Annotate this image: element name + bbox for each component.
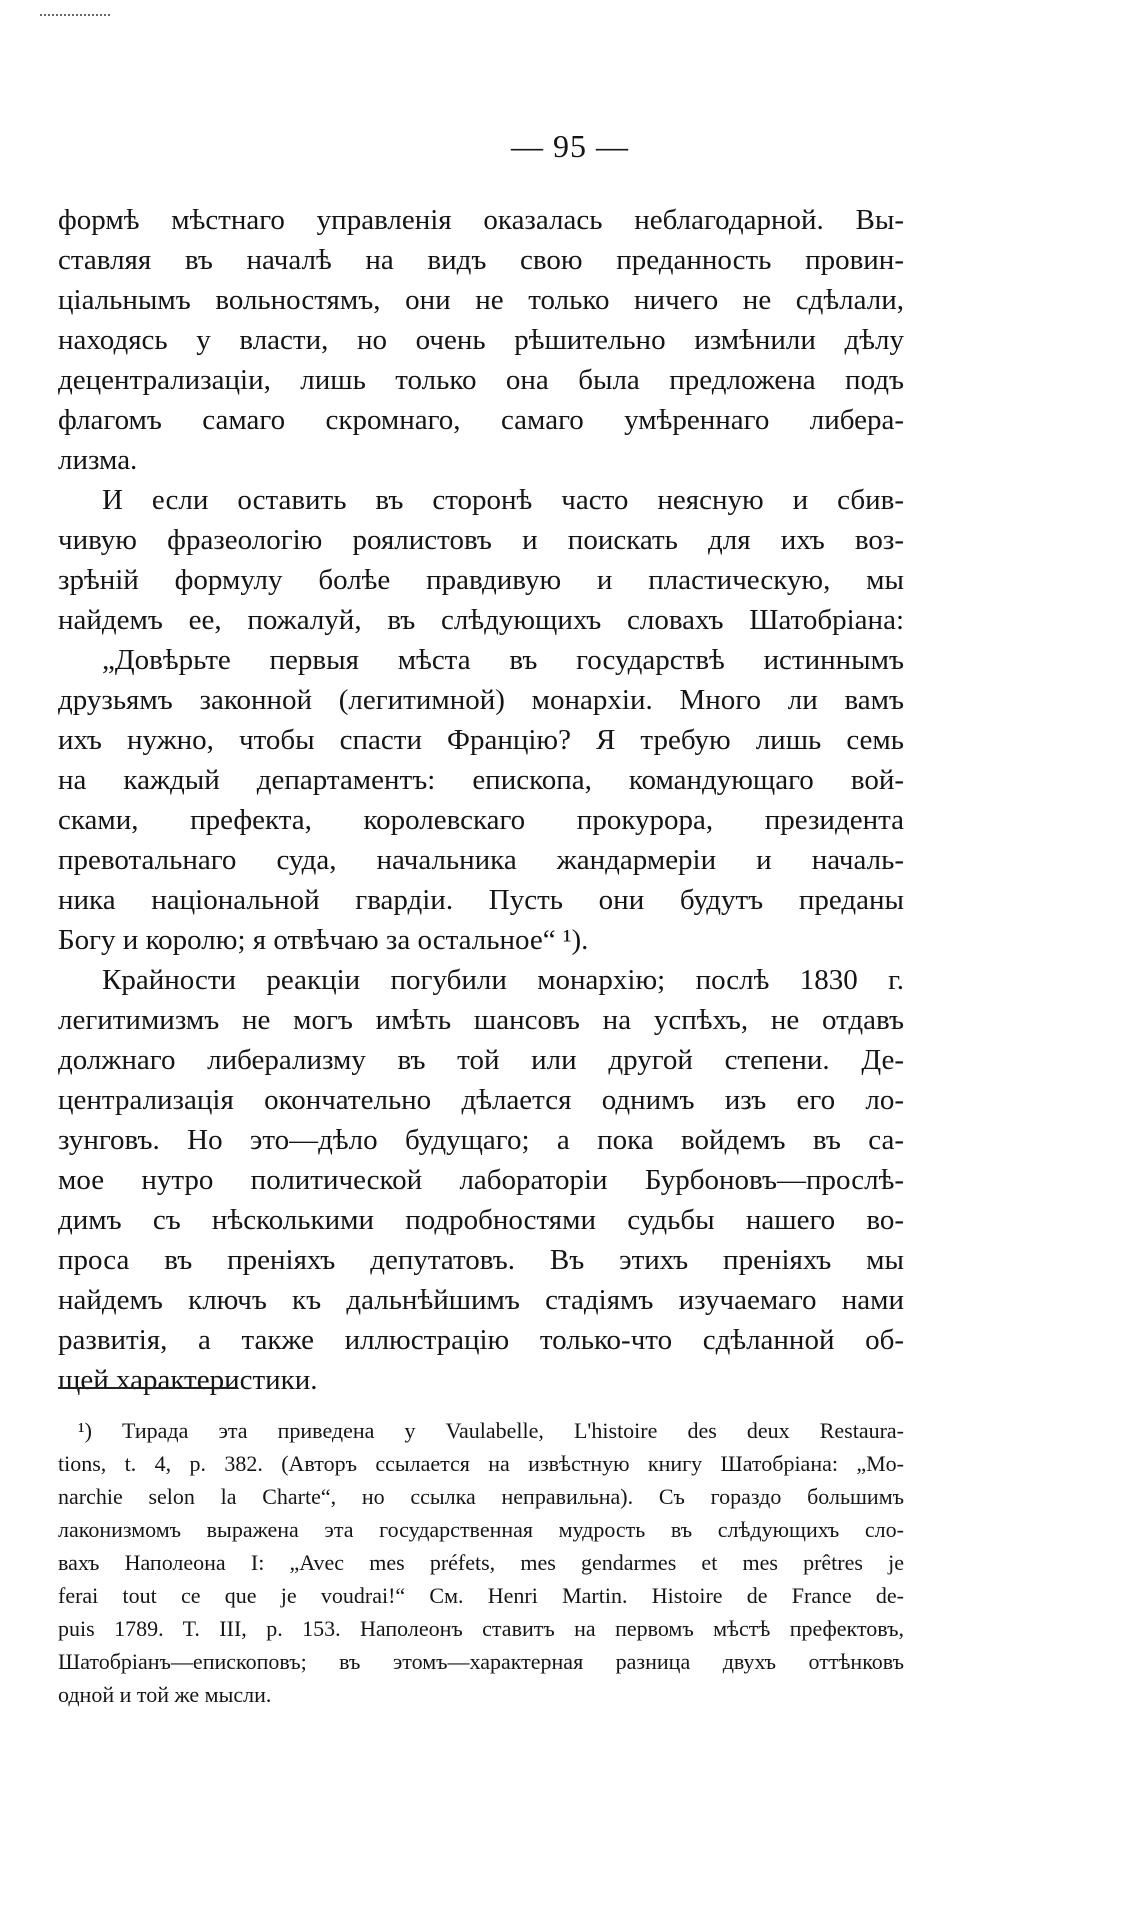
text-line: на каждый департаментъ: епископа, командующаго вой- <box>58 764 904 796</box>
scan-artifact <box>40 14 110 22</box>
footnote-line: Шатобріанъ—епископовъ; въ этомъ—характерная разница двухъ оттѣнковъ <box>58 1649 904 1674</box>
text-line: ціальнымъ вольностямъ, они не только ничего не сдѣлали, <box>58 284 904 316</box>
text-line: превотальнаго суда, начальника жандармеріи и началь- <box>58 844 904 876</box>
text-line: ставляя въ началѣ на видъ свою преданность провин- <box>58 244 904 276</box>
footnote-line: одной и той же мысли. <box>58 1682 272 1707</box>
text-line: И если оставить въ сторонѣ часто неясную и сбив- <box>102 484 904 516</box>
footnote-line: ¹) Тирада эта приведена у Vaulabelle, L'histoire des deux Restaura- <box>78 1418 904 1443</box>
text-line: централизація окончательно дѣлается однимъ изъ его ло- <box>58 1084 904 1116</box>
text-line: формѣ мѣстнаго управленія оказалась неблагодарной. Вы- <box>58 204 904 236</box>
text-line: проса въ преніяхъ депутатовъ. Въ этихъ преніяхъ мы <box>58 1244 904 1276</box>
text-line: щей характеристики. <box>58 1364 318 1396</box>
text-line: „Довѣрьте первыя мѣста въ государствѣ истиннымъ <box>102 644 904 676</box>
text-line: флагомъ самаго скромнаго, самаго умѣреннаго либера- <box>58 404 904 436</box>
footnote-line: лаконизмомъ выражена эта государственная мудрость въ слѣдующихъ сло- <box>58 1517 904 1542</box>
footnote-divider <box>58 1387 238 1389</box>
text-line: найдемъ ее, пожалуй, въ слѣдующихъ словахъ Шатобріана: <box>58 604 904 636</box>
text-line: должнаго либерализму въ той или другой степени. Де- <box>58 1044 904 1076</box>
text-line: димъ съ нѣсколькими подробностями судьбы нашего во- <box>58 1204 904 1236</box>
text-line: Крайности реакціи погубили монархію; послѣ 1830 г. <box>102 964 904 996</box>
text-line: Богу и королю; я отвѣчаю за остальное“ ¹). <box>58 924 589 956</box>
footnote-line: narchie selon la Charte“, но ссылка неправильна). Съ гораздо большимъ <box>58 1484 904 1509</box>
main-text <box>58 200 904 1400</box>
text-line: легитимизмъ не могъ имѣть шансовъ на успѣхъ, не отдавъ <box>58 1004 904 1036</box>
text-line: ника національной гвардіи. Пусть они будутъ преданы <box>58 884 904 916</box>
text-line: лизма. <box>58 444 138 476</box>
text-line: находясь у власти, но очень рѣшительно измѣнили дѣлу <box>58 324 904 356</box>
text-line: друзьямъ законной (легитимной) монархіи. Много ли вамъ <box>58 684 904 716</box>
text-line: зрѣній формулу болѣе правдивую и пластическую, мы <box>58 564 904 596</box>
text-line: найдемъ ключъ къ дальнѣйшимъ стадіямъ изучаемаго нами <box>58 1284 904 1316</box>
footnote-line: ferai tout ce que je voudrai!“ См. Henri Martin. Histoire de France de- <box>58 1583 904 1608</box>
footnote-line: puis 1789. T. III, p. 153. Наполеонъ ставитъ на первомъ мѣстѣ префектовъ, <box>58 1616 904 1641</box>
text-line: децентрализаціи, лишь только она была предложена подъ <box>58 364 904 396</box>
footnote-line: вахъ Наполеона I: „Avec mes préfets, mes gendarmes et mes prêtres je <box>58 1550 904 1575</box>
text-line: чивую фразеологію роялистовъ и поискать для ихъ воз- <box>58 524 904 556</box>
footnotes <box>58 1414 904 1711</box>
text-line: мое нутро политической лабораторіи Бурбоновъ—прослѣ- <box>58 1164 904 1196</box>
footnote-line: tions, t. 4, p. 382. (Авторъ ссылается на извѣстную книгу Шатобріана: „Mo- <box>58 1451 904 1476</box>
text-line: развитія, а также иллюстрацію только-что сдѣланной об- <box>58 1324 904 1356</box>
text-line: ихъ нужно, чтобы спасти Францію? Я требую лишь семь <box>58 724 904 756</box>
page-number: — 95 — <box>511 128 629 164</box>
text-line: сками, префекта, королевскаго прокурора, президента <box>58 804 904 836</box>
text-line: зунговъ. Но это—дѣло будущаго; а пока войдемъ въ са- <box>58 1124 904 1156</box>
